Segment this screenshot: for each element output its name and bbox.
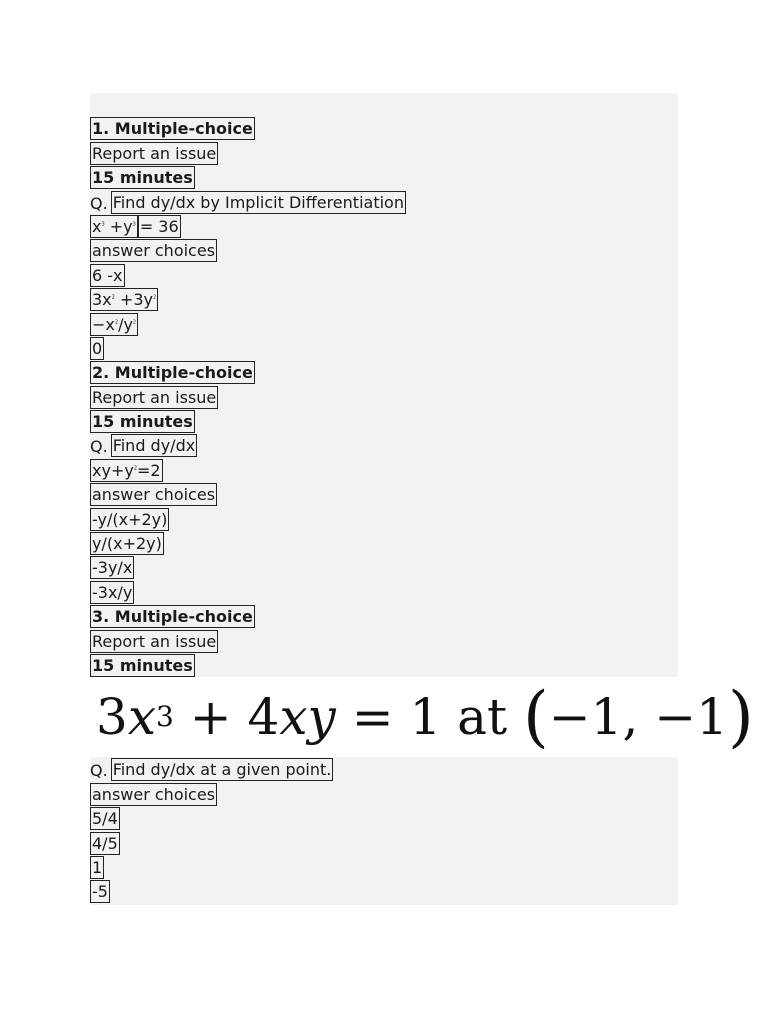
q3-answers-label-row bbox=[90, 781, 678, 805]
q3-time-row bbox=[90, 653, 678, 677]
q3-choice-row bbox=[90, 830, 678, 854]
q3-title: 3. Multiple-choice bbox=[92, 607, 253, 627]
q1-time-row bbox=[90, 165, 678, 189]
q1-question-text: Find dy/dx by Implicit Differentiation bbox=[112, 192, 404, 212]
q1-title-row bbox=[90, 116, 678, 140]
q2-question-text: Find dy/dx bbox=[112, 436, 196, 456]
q1-choice-4[interactable]: 0 bbox=[92, 338, 103, 358]
q2-equation-box: $xy+y^2=2$ bbox=[92, 460, 161, 480]
q2-choice-3[interactable]: -3y/x bbox=[92, 558, 133, 578]
q1-equation-part2: = 36 bbox=[139, 216, 179, 236]
q2-answers-label: answer choices bbox=[92, 485, 216, 505]
q1-report-row bbox=[90, 140, 678, 164]
q1-answers-label-row bbox=[90, 238, 678, 262]
q1-choice-1[interactable]: 6 -x bbox=[92, 265, 123, 285]
q3-time: 15 minutes bbox=[92, 655, 193, 675]
q3-choice-row bbox=[90, 879, 678, 903]
quiz-page bbox=[90, 93, 754, 905]
q1-choice-2[interactable]: $3x^2 +3y^2$ bbox=[92, 290, 157, 310]
q1-choice-3[interactable]: $-x^2/y^2$ bbox=[92, 314, 137, 334]
q3-title-row bbox=[90, 604, 678, 628]
q2-time-row bbox=[90, 409, 678, 433]
q3-choice-row bbox=[90, 806, 678, 830]
q3-report-link[interactable]: Report an issue bbox=[92, 631, 217, 651]
q3-report-row bbox=[90, 628, 678, 652]
q3-question-text: Find dy/dx at a given point. bbox=[112, 760, 332, 780]
q2-choice-row bbox=[90, 506, 678, 530]
q1-equation bbox=[90, 214, 678, 238]
q2-answers-label-row bbox=[90, 482, 678, 506]
q2-choice-row bbox=[90, 579, 678, 603]
q2-report-link[interactable]: Report an issue bbox=[92, 387, 217, 407]
q3-choice-3[interactable]: 1 bbox=[92, 857, 103, 877]
q2-choice-1[interactable]: -y/(x+2y) bbox=[92, 509, 168, 529]
q2-choice-row bbox=[90, 555, 678, 579]
quiz-panel-bottom bbox=[90, 757, 678, 905]
q2-choice-row bbox=[90, 531, 678, 555]
q1-time: 15 minutes bbox=[92, 168, 193, 188]
q2-equation bbox=[90, 457, 678, 481]
q1-choice-row bbox=[90, 287, 678, 311]
q2-choice-4[interactable]: -3x/y bbox=[92, 582, 133, 602]
q1-question-row bbox=[90, 189, 678, 213]
q3-question-prefix: Q. bbox=[90, 761, 108, 781]
q1-report-link[interactable]: Report an issue bbox=[92, 143, 217, 163]
q3-choice-1[interactable]: 5/4 bbox=[92, 809, 118, 829]
q3-answers-label: answer choices bbox=[92, 784, 216, 804]
q1-question-prefix: Q. bbox=[90, 193, 108, 213]
q2-choice-2[interactable]: y/(x+2y) bbox=[92, 534, 162, 554]
q1-choice-row bbox=[90, 262, 678, 286]
q1-title: 1. Multiple-choice bbox=[92, 119, 253, 139]
q1-equation-part1: $x^3 +y^3$ bbox=[92, 216, 136, 236]
q2-question-prefix: Q. bbox=[90, 437, 108, 457]
q3-choice-4[interactable]: -5 bbox=[92, 882, 108, 902]
q1-answers-label: answer choices bbox=[92, 241, 216, 261]
q2-report-row bbox=[90, 384, 678, 408]
q2-time: 15 minutes bbox=[92, 412, 193, 432]
q2-title-row bbox=[90, 360, 678, 384]
q3-choice-2[interactable]: 4/5 bbox=[92, 833, 118, 853]
q2-title: 2. Multiple-choice bbox=[92, 363, 253, 383]
q2-question-row bbox=[90, 433, 678, 457]
q1-choice-row bbox=[90, 336, 678, 360]
q1-choice-row bbox=[90, 311, 678, 335]
q3-formula-image: 3 x 3 + 4 xy = 1 at ( −1, −1 ) bbox=[90, 677, 678, 757]
q3-question-row bbox=[90, 757, 678, 781]
q3-choice-row bbox=[90, 855, 678, 879]
quiz-panel-top bbox=[90, 93, 678, 677]
